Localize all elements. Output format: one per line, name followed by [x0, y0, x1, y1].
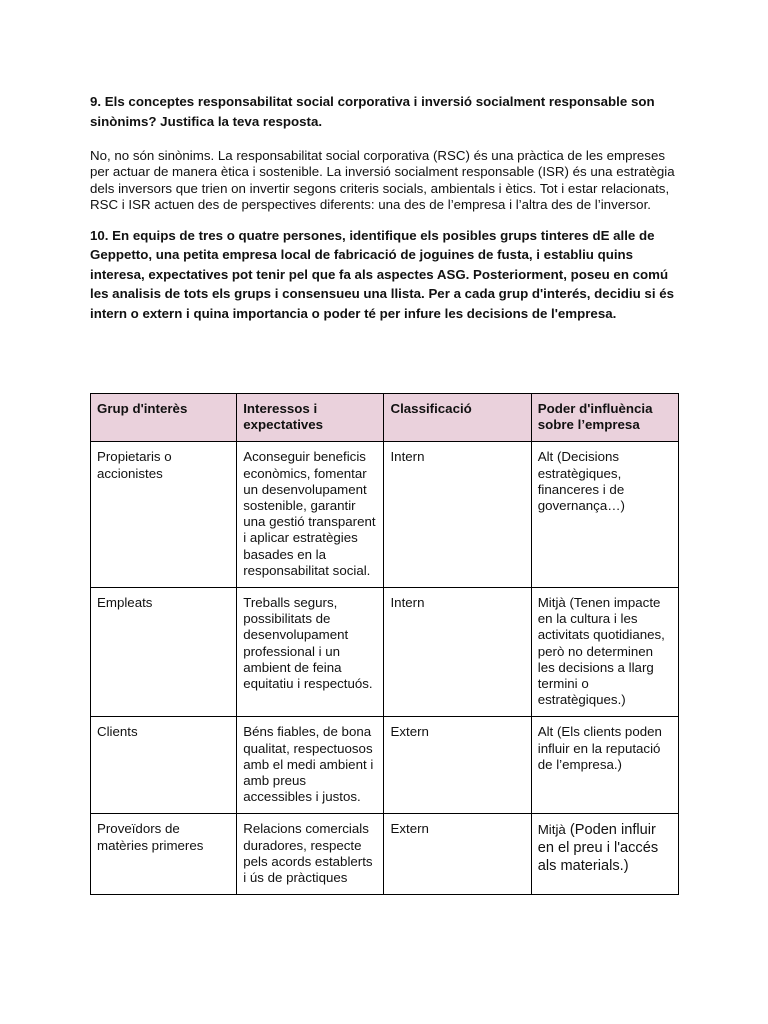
- header-classification: Classificació: [384, 394, 531, 442]
- cell-power-detail: (Poden influir en el preu i l'accés als materials.): [537, 822, 659, 875]
- question-9: 9. Els conceptes responsabilitat social corporativa i inversió socialment responsable son sinònims? Justifica la teva resposta.: [90, 94, 655, 129]
- cell-classification: Extern: [384, 814, 531, 895]
- cell-power: Alt (Decisions estratègiques, financeres i de governança…): [531, 442, 678, 588]
- cell-classification: Intern: [384, 588, 531, 717]
- header-group: Grup d'interès: [91, 394, 237, 442]
- cell-interests: Aconseguir beneficis econòmics, fomentar un desenvolupament sostenible, garantir una gestió transparent i aplicar estratègies basades en la responsabilitat social.: [237, 442, 384, 588]
- answer-9: No, no són sinònims. La responsabilitat social corporativa (RSC) és una pràctica de les empreses per actuar de manera ètica i sostenible. La inversió socialment responsable (ISR) és una estratègia dels inversors que trien on invertir segons criteris socials, ambientals i ètics. Tot i estar relacionats, RSC i ISR actuen des de perspectives diferents: una des de l’empresa i l’altra des de l’inversor.: [90, 148, 675, 213]
- cell-power: Mitjà (Tenen impacte en la cultura i les activitats quotidianes, però no determinen les decisions a llarg termini o estratègiques.): [531, 588, 678, 717]
- cell-interests: Relacions comercials duradores, respecte pels acords establerts i ús de pràctiques: [237, 814, 384, 895]
- cell-group: Empleats: [91, 588, 237, 717]
- cell-interests: Treballs segurs, possibilitats de desenvolupament professional i un ambient de feina equitatiu i respectuós.: [237, 588, 384, 717]
- cell-classification: Intern: [384, 442, 531, 588]
- cell-interests: Béns fiables, de bona qualitat, respectuosos amb el medi ambient i amb preus accessibles i justos.: [237, 717, 384, 814]
- cell-group: Clients: [91, 717, 237, 814]
- cell-power: [531, 814, 678, 895]
- cell-power: Alt (Els clients poden influir en la reputació de l’empresa.): [531, 717, 678, 814]
- document-body: [90, 92, 680, 323]
- header-interests: Interessos i expectatives: [237, 394, 384, 442]
- cell-power-level: Mitjà: [537, 822, 566, 838]
- table-header-row: [91, 394, 679, 442]
- table-row: [91, 442, 679, 588]
- stakeholder-table: [90, 393, 679, 895]
- cell-classification: Extern: [384, 717, 531, 814]
- table-row: [91, 814, 679, 895]
- question-10: 10. En equips de tres o quatre persones, identifique els posibles grups tinteres dE alle de Geppetto, una petita empresa local de fabricació de joguines de fusta, i establiu quins interesa, expectatives pot tenir pel que fa als aspectes ASG. Posteriorment, poseu en comú les analisis de tots els grups i consensueu una llista. Per a cada grup d'interés, decidiu si és intern o extern i quina importancia o poder té per infure les decisions de l'empresa.: [90, 227, 674, 321]
- header-power: Poder d'influència sobre l’empresa: [531, 394, 678, 442]
- table-row: [91, 588, 679, 717]
- cell-group: Propietaris o accionistes: [91, 442, 237, 588]
- cell-group: Proveïdors de matèries primeres: [91, 814, 237, 895]
- table-row: [91, 717, 679, 814]
